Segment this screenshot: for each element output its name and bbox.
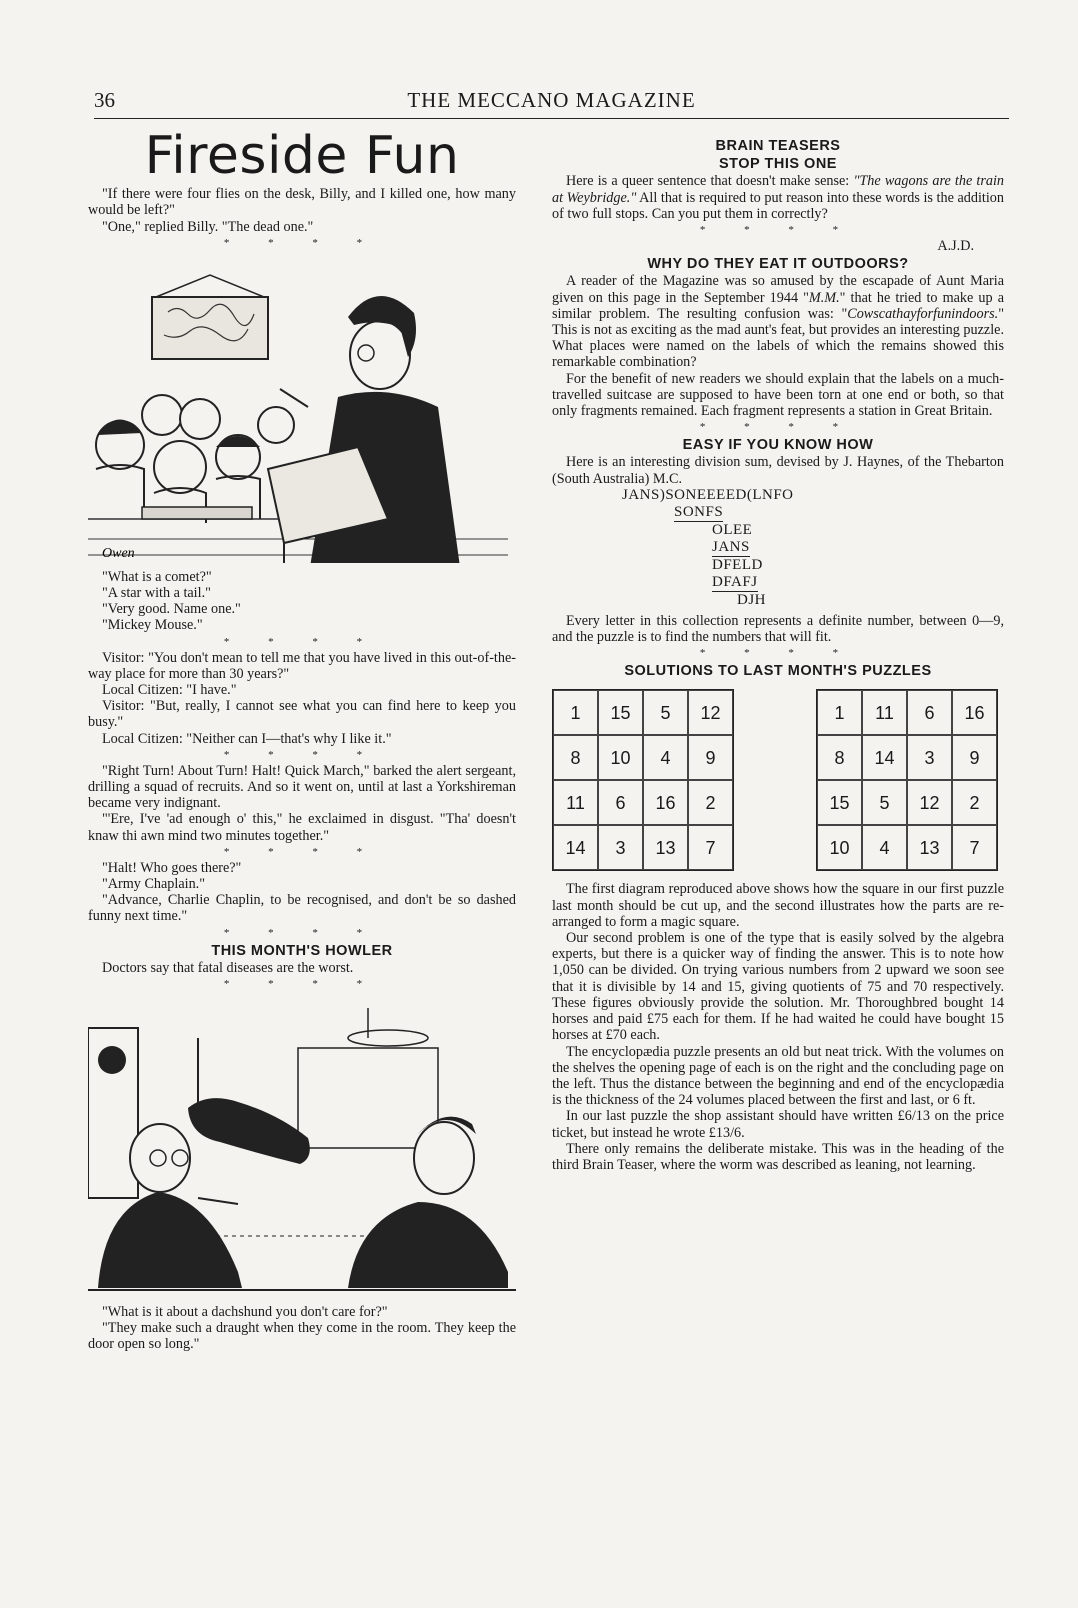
joke-2-line: "A star with a tail." bbox=[102, 585, 211, 602]
grid-cell: 6 bbox=[598, 780, 643, 825]
stop-this-one-text: Here is a queer sentence that doesn't make sense: "The wagons are the train at Weybridge." All that is required to put reason into these words is the addition of two full stops. Can you put them in correctly? bbox=[552, 173, 1005, 222]
magic-square-grid bbox=[816, 689, 998, 871]
joke-6-line: "They make such a draught when they come in the room. They keep the door open so long." bbox=[88, 1320, 516, 1353]
dachshund-cartoon bbox=[88, 998, 516, 1298]
fireside-fun-title: Fireside Fun bbox=[144, 126, 460, 186]
easy-heading: EASY IF YOU KNOW HOW bbox=[682, 437, 874, 454]
joke-1-line: "One," replied Billy. "The dead one." bbox=[102, 218, 314, 235]
grid-cell: 1 bbox=[817, 690, 862, 735]
star-divider: * * * * bbox=[699, 647, 857, 660]
division-line: SONFS bbox=[674, 503, 724, 520]
grid-cell: 15 bbox=[598, 690, 643, 735]
grid-cell: 4 bbox=[862, 825, 907, 870]
joke-4-line: "Right Turn! About Turn! Halt! Quick March," barked the alert sergeant, drilling a squad of recruits. And so it went on, until at last a Yorkshireman became very indignant. bbox=[88, 762, 516, 812]
division-line: JANS bbox=[712, 538, 750, 555]
solutions-paragraph: In our last puzzle the shop assistant should have written £6/13 on the price ticket, but instead he wrote £13/6. bbox=[552, 1108, 1004, 1141]
star-divider: * * * * bbox=[223, 926, 381, 939]
grid-cell: 1 bbox=[553, 690, 598, 735]
grid-cell: 8 bbox=[553, 735, 598, 780]
star-divider: * * * * bbox=[223, 845, 381, 858]
joke-1-line: "If there were four flies on the desk, Billy, and I killed one, how many would be left?" bbox=[88, 186, 516, 219]
division-line: DFELD bbox=[712, 556, 763, 573]
joke-3-line: Visitor: "You don't mean to tell me that you have lived in this out-of-the-way place for more than 30 years?" bbox=[88, 649, 516, 682]
grid-cell: 5 bbox=[643, 690, 688, 735]
division-line: OLEE bbox=[712, 521, 753, 538]
division-line: DJH bbox=[737, 591, 767, 608]
right-column bbox=[552, 136, 1004, 1173]
grid-cell: 16 bbox=[643, 780, 688, 825]
page-number: 36 bbox=[94, 88, 115, 112]
division-line: DFAFJ bbox=[712, 573, 758, 590]
grid-cell: 10 bbox=[598, 735, 643, 780]
grid-cell: 12 bbox=[907, 780, 952, 825]
grid-cell: 11 bbox=[553, 780, 598, 825]
grid-cell: 13 bbox=[643, 825, 688, 870]
joke-3-line: Local Citizen: "Neither can I—that's why I like it." bbox=[102, 730, 392, 747]
grid-cell: 2 bbox=[688, 780, 733, 825]
joke-4-line: "'Ere, I've 'ad enough o' this," he exclaimed in disgust. "Tha' doesn't knaw thi awn mind two minutes together." bbox=[88, 811, 516, 844]
solutions-paragraph: The first diagram reproduced above shows how the square in our first puzzle last month should be cut up, and the second illustrates how the parts are re-arranged to form a magic square. bbox=[552, 881, 1004, 930]
left-column bbox=[88, 126, 516, 1353]
stop-this-one-heading: STOP THIS ONE bbox=[719, 156, 837, 173]
page-header bbox=[94, 88, 1009, 119]
grid-cell: 9 bbox=[688, 735, 733, 780]
division-sum bbox=[552, 487, 1004, 609]
grid-cell: 3 bbox=[598, 825, 643, 870]
grid-cell: 8 bbox=[817, 735, 862, 780]
joke-5-line: "Army Chaplain." bbox=[102, 876, 205, 893]
grid-cell: 11 bbox=[862, 690, 907, 735]
solutions-paragraph: Our second problem is one of the type that is easily solved by the algebra experts, but there is a quicker way of finding the answer. This is to note how 1,050 can be divided. On trying various numbers from 2 upward we soon see that it is divisible by 14 and 15, giving quotients of 75 and 70 respectively. These figures obviously provide the solution. Mr. Thoroughbred bought 14 horses and paid £75 each for them. If he had waited he could have bought 15 horses at £70 each. bbox=[552, 930, 1004, 1044]
star-divider: * * * * bbox=[699, 421, 857, 434]
classroom-cartoon bbox=[88, 257, 516, 563]
magazine-title: THE MECCANO MAGAZINE bbox=[407, 88, 696, 112]
howler-heading: THIS MONTH'S HOWLER bbox=[211, 942, 393, 959]
joke-5-line: "Advance, Charlie Chaplin, to be recognised, and don't be so dashed funny next time." bbox=[88, 892, 516, 925]
grid-cell: 15 bbox=[817, 780, 862, 825]
cut-square-grid bbox=[552, 689, 734, 871]
solutions-paragraph: The encyclopædia puzzle presents an old but neat trick. With the volumes on the shelves the opening page of each is on the right and the concluding page on the left. Thus the distance between the beginning and end of the encyclopædia is the thickness of the 24 volumes placed between the first and last, or 6 ft. bbox=[552, 1043, 1004, 1109]
easy-paragraph-1: Here is an interesting division sum, devised by J. Haynes, of the Thebarton (South Australia) M.C. bbox=[552, 454, 1004, 487]
grid-cell: 16 bbox=[952, 690, 997, 735]
grid-cell: 3 bbox=[907, 735, 952, 780]
grid-cell: 14 bbox=[862, 735, 907, 780]
star-divider: * * * * bbox=[223, 635, 381, 648]
outdoors-paragraph-2: For the benefit of new readers we should explain that the labels on a much-travelled suitcase are supposed to have been torn at one end or both, so that only fragments remained. Each fragment represents a station in Great Britain. bbox=[552, 370, 1004, 420]
grid-cell: 4 bbox=[643, 735, 688, 780]
grid-cell: 2 bbox=[952, 780, 997, 825]
joke-3-line: Local Citizen: "I have." bbox=[102, 682, 237, 699]
joke-5-line: "Halt! Who goes there?" bbox=[102, 859, 242, 876]
joke-2-line: "What is a comet?" bbox=[102, 568, 212, 585]
joke-2-line: "Mickey Mouse." bbox=[102, 617, 203, 634]
star-divider: * * * * bbox=[223, 236, 381, 249]
grid-cell: 7 bbox=[688, 825, 733, 870]
easy-paragraph-2: Every letter in this collection represents a definite number, between 0—9, and the puzzle is to find the numbers that will fit. bbox=[552, 612, 1004, 646]
grid-cell: 9 bbox=[952, 735, 997, 780]
stop-sentence: "The wagons are the train at Weybridge." bbox=[552, 173, 1005, 206]
division-line: JANS)SONEEEED(LNFO bbox=[622, 486, 794, 503]
cartoon-signature: Owen bbox=[102, 545, 135, 561]
star-divider: * * * * bbox=[223, 978, 381, 991]
outdoors-paragraph-1: A reader of the Magazine was so amused by the escapade of Aunt Maria given on this page in the September 1944 "M.M." that he tried to make up a similar problem. The resulting confusion was: "Cowscathayforfunindoors." This is not as exciting as the mad aunt's feat, but provides an interesting puzzle. What places were named on the labels of which the remains showed this remarkable combination? bbox=[552, 273, 1004, 371]
outdoors-heading: WHY DO THEY EAT IT OUTDOORS? bbox=[647, 256, 909, 273]
brain-teasers-heading: BRAIN TEASERS bbox=[715, 138, 841, 154]
star-divider: * * * * bbox=[699, 224, 857, 237]
solutions-paragraph: There only remains the deliberate mistake. This was in the heading of the third Brain Teaser, where the worm was described as leaning, not learning. bbox=[552, 1140, 1004, 1173]
grid-cell: 10 bbox=[817, 825, 862, 870]
howler-text: Doctors say that fatal diseases are the worst. bbox=[102, 959, 354, 976]
grid-cell: 12 bbox=[688, 690, 733, 735]
grid-cell: 6 bbox=[907, 690, 952, 735]
joke-2-line: "Very good. Name one." bbox=[102, 601, 241, 618]
star-divider: * * * * bbox=[223, 748, 381, 761]
grid-cell: 13 bbox=[907, 825, 952, 870]
grid-cell: 14 bbox=[553, 825, 598, 870]
joke-6-line: "What is it about a dachshund you don't care for?" bbox=[102, 1304, 388, 1321]
grid-cell: 5 bbox=[862, 780, 907, 825]
stop-signature: A.J.D. bbox=[937, 238, 974, 255]
joke-3-line: Visitor: "But, really, I cannot see what you can find here to keep you busy." bbox=[88, 698, 516, 731]
grid-cell: 7 bbox=[952, 825, 997, 870]
solutions-heading: SOLUTIONS TO LAST MONTH'S PUZZLES bbox=[624, 663, 932, 680]
solution-grids bbox=[552, 689, 998, 871]
